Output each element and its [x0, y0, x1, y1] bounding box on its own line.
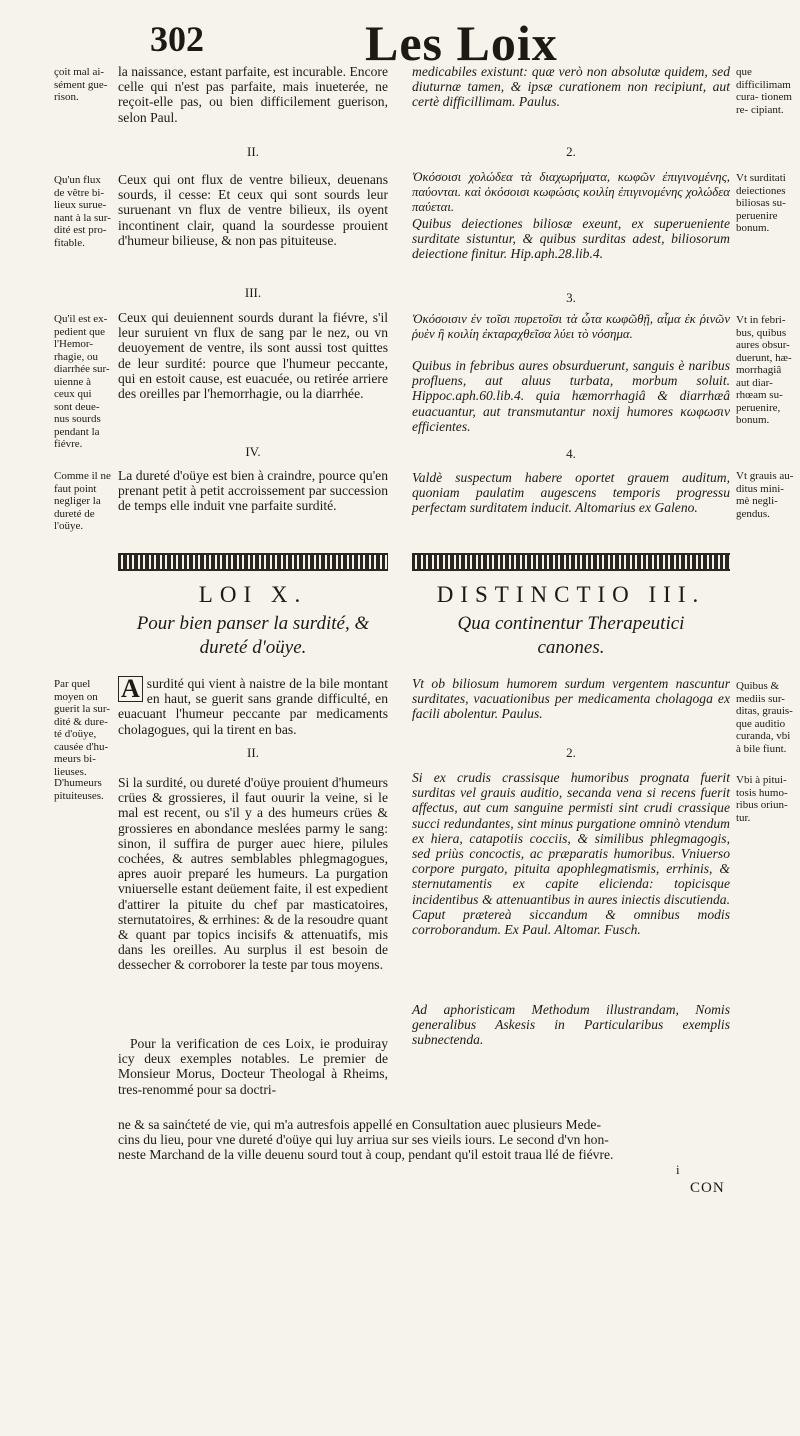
margin-note: Vt in febri- bus, quibus aures obsur- duerunt, hæ- morrhagiâ aut diar- rhœam su- peruenire, bonum. — [736, 314, 792, 426]
margin-note: Qu'il est ex- pedient que l'Hemor- rhagie, ou diarrhée sur- uienne à ceux qui sont deue- nus sourds pendant la fiévre. — [54, 313, 110, 450]
margin-note: Vbi à pitui- tosis humo- ribus oriun- tur. — [736, 774, 788, 824]
section-number: 4. — [566, 446, 576, 461]
margin-note: que difficilimam cura- tionem re- cipiant. — [736, 66, 792, 116]
paragraph: Si ex crudis crassisque humoribus prognata fuerit surditas vel grauis auditio, secanda vena si recens fuerit affectus, aut cum sanguine permisti sint crudi crassique succi redundantes, sint minus purgatione omninò vtendum ex hiera, catapotiis cocciis, & similibus phlegmagogis, sed priùs concoctis, ac præparatis humoribus. Vniuerso corpore purgato, pituita apophlegmatismis, errhinis, & sternutamentis ex capite elicienda: topicisque incidentibus & attenuantibus in aures iniectis discutienda. Caput prætereà siccandum & omnibus modis corroborandum. Ex Paul. Altomar. Fusch. — [412, 770, 730, 938]
section-number: II. — [247, 745, 259, 760]
law-title: LOI X. — [198, 582, 308, 607]
paragraph: Vt ob biliosum humorem surdum vergentem nascuntur surditates, vacuationibus per medicamenta cholagoga ex facili abolentur. Paulus. — [412, 676, 730, 722]
section-number: III. — [244, 285, 262, 300]
section-number: IV. — [245, 444, 261, 459]
margin-note: çoit mal ai- sément gue- rison. — [54, 66, 108, 103]
section-number: 2. — [566, 745, 576, 760]
distinction-subtitle: canones. — [537, 637, 605, 658]
paragraph: Pour la verification de ces Loix, ie produiray icy deux exemples notables. Le premier de Monsieur Morus, Docteur Theologal à Rheims, tres-renommé pour sa doctri- — [118, 1036, 388, 1097]
paragraph: medicabiles existunt: quæ verò non absolutæ quidem, sed diuturnæ tamen, & ipsæ curationem non recipiunt, aut certè difficillimam. Paulus. — [412, 64, 730, 110]
greek-text: Ὀκόσοισιν ἐν τοῖσι πυρετοῖσι τὰ ὦτα κωφῶθῇ, αἷμα ἐκ ῥινῶν ῥυὲν ἢ κοιλίη ἐκταραχθεῖσα λύει τὸ νόσημα. — [412, 312, 730, 342]
section-number: 2. — [566, 144, 576, 159]
bottom-line: ne & sa sainćteté de vie, qui m'a autresfois appellé en Consultation auec plusieurs Mede- — [118, 1117, 601, 1132]
paragraph: Ad aphoristicam Methodum illustrandam, Nomis generalibus Askesis in Particularibus exemplis subnectenda. — [412, 1002, 730, 1048]
page-number: 302 — [150, 19, 204, 59]
section-number: II. — [247, 144, 259, 159]
margin-note: Vt surditati deiectiones biliosas su- peruenire bonum. — [736, 172, 786, 234]
paragraph: Si la surdité, ou dureté d'oüye prouient d'humeurs crües & grossieres, il faut ouurir la veine, si le mal est recent, ou s'il y a des humeurs crües & grossieres en abondance meslées parmy le sang: sinon, il suffira de purger auec hiere, pilules cochées, & autres semblables phlegmagogues, apres auoir preparé les humeurs. La purgation vniuerselle estant deüement faite, il est expedient d'attirer la pituite du chef par masticatoires, sternutatoires, & errhines: & de la resoudre quant & quant par topics incisifs & attenuatifs, mis dans les oreilles. Au surplus il est besoin de dessecher & corroborer la teste par tous moyens. — [118, 775, 388, 973]
running-title: Les Loix — [365, 15, 558, 71]
paragraph-text: surdité qui vient à naistre de la bile montant en haut, se guerit sans grande difficulté, en euacuant l'humeur peccante par medicaments cholagogues, qui la tirent en bas. — [118, 676, 388, 737]
margin-note: D'humeurs pituiteuses. — [54, 777, 104, 802]
catchword: CON — [690, 1180, 725, 1196]
margin-note: Qu'un flux de vêtre bi- lieux surue- nant à la sur- dité est pro- fitable. — [54, 174, 111, 249]
bottom-line: neste Marchand de la ville deuenu sourd tout à coup, pendant qu'il estoit traua llé de fiévre. — [118, 1147, 614, 1162]
drop-cap: A — [118, 676, 143, 702]
distinction-title: DISTINCTIO III. — [436, 582, 706, 607]
paragraph: Quibus in febribus aures obsurduerunt, sanguis è naribus profluens, aut aluus turbata, morbum soluit. Hippoc.aph.60.lib.4. quia hæmorrhagiâ & diarrhæâ euacuantur, aut transmutantur noxij humores κωφωσιν efficientes. — [412, 358, 730, 434]
ornament-band — [412, 553, 730, 571]
paragraph: La dureté d'oüye est bien à craindre, pource qu'en prenant petit à petit accroissement par succession de temps elle induit vne parfaite surdité. — [118, 468, 388, 514]
paragraph: la naissance, estant parfaite, est incurable. Encore celle qui n'est pas parfaite, mais inueterée, ne reçoit-elle pas, ou bien difficilement guerison, selon Paul. — [118, 64, 388, 125]
ornament-band — [118, 553, 388, 571]
distinction-subtitle: Qua continentur Therapeutici — [457, 613, 685, 634]
margin-note: Vt grauis au- ditus mini- mè negli- gendus. — [736, 470, 794, 520]
greek-text: Ὀκόσοισι χολώδεα τὰ διαχωρήματα, κωφῶν ἐπιγινομένης, παύονται. καὶ ὁκόσοισι κωφώσις κοιλίη ἐπιγινομένης χολώδεα παύεται. — [412, 170, 730, 215]
paragraph — [118, 676, 388, 737]
margin-note: Quibus & mediis sur- ditas, grauis- que auditio curanda, vbi à bile fiunt. — [736, 680, 793, 755]
signature-mark: i — [676, 1162, 680, 1177]
law-subtitle: Pour bien panser la surdité, & — [136, 613, 370, 634]
margin-note: Par quel moyen on guerit la sur- dité & dure- té d'oüye, causée d'hu- meurs bi- lieuses. — [54, 678, 110, 778]
paragraph: Ceux qui deuiennent sourds durant la fiévre, s'il leur suruient vn flux de sang par le nez, ou vn deuoyement de ventre, ils sont aussi tost quittes de leur surdité: pource que l'humeur peccante, qui en estoit cause, est euacuée, ou retirée arriere des oreilles par l'hemorrhagie, ou la diarrhée. — [118, 310, 388, 402]
law-subtitle: dureté d'oüye. — [199, 637, 307, 658]
bottom-line: cins du lieu, pour vne dureté d'oüye qui luy arriua sur ses vieils iours. Le second d'vn hon- — [118, 1132, 609, 1147]
paragraph: Valdè suspectum habere oportet grauem auditum, quoniam paulatim augescens temporis progressu perfectam surditatem inducit. Altomarius ex Galeno. — [412, 470, 730, 516]
margin-note: Comme il ne faut point negliger la dureté de l'oüye. — [54, 470, 111, 532]
section-number: 3. — [566, 290, 576, 305]
paragraph: Quibus deiectiones biliosæ exeunt, ex superueniente surditate sistuntur, & quibus surditas adest, biliosorum deiectione finitur. Hip.aph.28.lib.4. — [412, 216, 730, 262]
paragraph: Ceux qui ont flux de ventre bilieux, deuenans sourds, il cesse: Et ceux qui sont sourds leur suruenant vn flux de ventre bilieux, ils oyent incontinent clair, quand la sourdesse prouient d'humeur bilieuse, & non pas pituiteuse. — [118, 172, 388, 248]
